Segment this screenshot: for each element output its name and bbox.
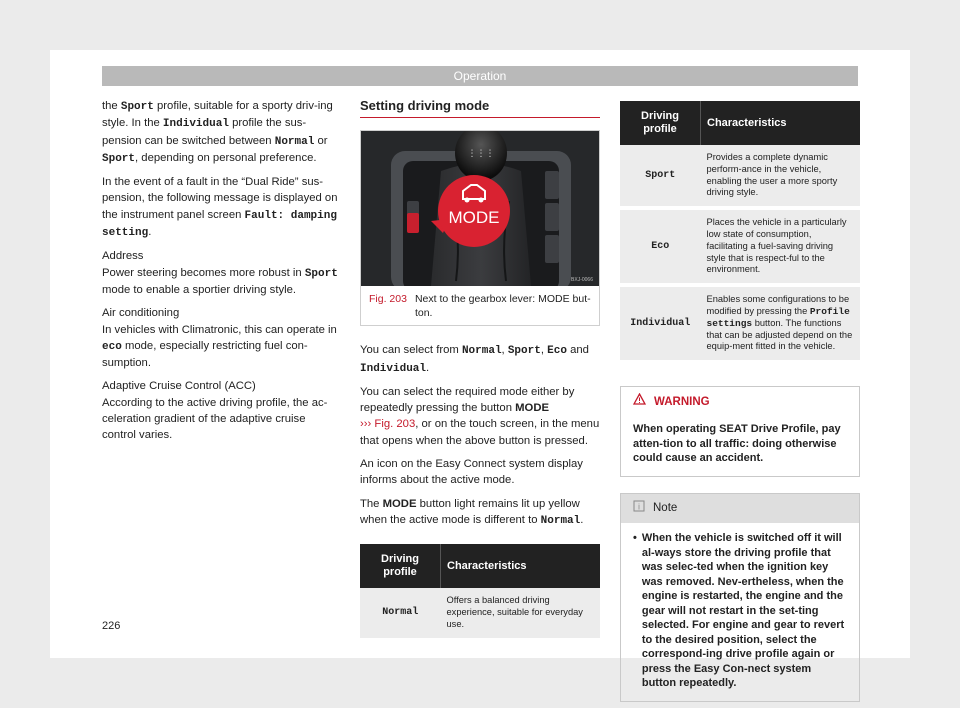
page-number: 226 xyxy=(102,620,121,632)
note-box xyxy=(620,493,860,702)
profile-table-2 xyxy=(620,101,860,364)
note-icon xyxy=(633,500,645,517)
middle-column xyxy=(360,98,600,642)
table-header-profile: Driving profile xyxy=(620,101,701,145)
light-paragraph: The MODE button light remains lit up yellow when the active mode is different to Normal. xyxy=(360,497,584,527)
table-row: Sport Provides a complete dynamic perform-ance in the vehicle, enabling the user a more sporty driving style. xyxy=(620,145,860,208)
mode-label: MODE xyxy=(448,208,500,228)
aircon-heading: Air conditioning xyxy=(102,307,180,320)
profile-table-1 xyxy=(360,544,600,641)
address-paragraph: Power steering becomes more robust in Sport mode to enable a sportier driving style. xyxy=(102,266,338,296)
aircon-paragraph: In vehicles with Climatronic, this can operate in eco mode, especially restricting fuel con-sumption. xyxy=(102,323,337,370)
figure-caption xyxy=(361,286,599,325)
profile-paragraph: the Sport profile, suitable for a sporty driv-ing style. In the Individual profile the sus-pension can be switched between Normal or Sport, depending on personal preference. xyxy=(102,100,333,165)
note-bullet: • xyxy=(633,532,637,545)
warning-text: When operating SEAT Drive Profile, pay atten-tion to all traffic: doing otherwise could cause an accident. xyxy=(633,423,841,465)
warning-icon xyxy=(633,393,646,410)
acc-heading: Adaptive Cruise Control (ACC) xyxy=(102,380,256,393)
table-header-characteristics: Characteristics xyxy=(441,544,601,588)
table-row: Eco Places the vehicle in a particularly low state of consumption, facilitating a fuel-saving driving style that is respect-ful to the environment. xyxy=(620,208,860,285)
figure-number: Fig. 203 xyxy=(369,293,407,306)
select-paragraph: You can select the required mode either by repeatedly pressing the button MODE ››› Fig. 203, or on the touch screen, in the menu that opens when the above button is pressed. xyxy=(360,385,600,447)
figure-203 xyxy=(360,130,600,326)
warning-title: WARNING xyxy=(654,395,710,408)
table-row: Individual Enables some configurations to be modified by pressing the Profile settings button. The functions that can be adjusted depend on the equip-ment fitted in the vehicle. xyxy=(620,285,860,362)
gearbox-illustration xyxy=(361,131,599,286)
table-header-characteristics: Characteristics xyxy=(701,101,861,145)
figure-code: BXJ-0066 xyxy=(571,277,593,284)
address-heading: Address xyxy=(102,250,144,263)
warning-box xyxy=(620,386,860,477)
figure-caption-text: Next to the gearbox lever: MODE but-ton. xyxy=(414,293,591,320)
table-header-profile: Driving profile xyxy=(360,544,441,588)
fault-paragraph: In the event of a fault in the “Dual Ride” sus-pension, the following message is displayed on the instrument panel screen Fault: damping setting. xyxy=(102,176,338,240)
svg-text:⋮⋮⋮: ⋮⋮⋮ xyxy=(467,149,495,160)
table-row: Normal Offers a balanced driving experience, suitable for everyday use. xyxy=(360,588,600,639)
right-column xyxy=(620,101,860,702)
figure-link[interactable]: ››› Fig. 203 xyxy=(360,418,416,431)
section-header: Operation xyxy=(102,66,858,86)
left-column xyxy=(102,98,340,451)
gearbox-photo xyxy=(361,131,599,286)
svg-text:i: i xyxy=(637,502,641,512)
section-title: Setting driving mode xyxy=(360,98,600,118)
icon-paragraph: An icon on the Easy Connect system display informs about the active mode. xyxy=(360,458,583,487)
acc-paragraph: According to the active driving profile, the ac-celeration gradient of the adaptive cruise control varies. xyxy=(102,396,328,442)
modes-paragraph: You can select from Normal, Sport, Eco and Individual. xyxy=(360,344,589,375)
note-text: When the vehicle is switched off it will al-ways store the driving profile that was selec-ted when the ignition key was removed. Nev-ertheless, when the engine is restarted, the engine and the gear will not restart in the set-ting selected. For engine and gear to revert to the desired position, select the correspond-ing drive profile again or press the Easy Con-nect system button repeatedly. xyxy=(641,532,845,690)
manual-page xyxy=(50,50,910,690)
note-title: Note xyxy=(653,502,678,515)
fault-message: Fault: damping setting xyxy=(102,209,337,240)
